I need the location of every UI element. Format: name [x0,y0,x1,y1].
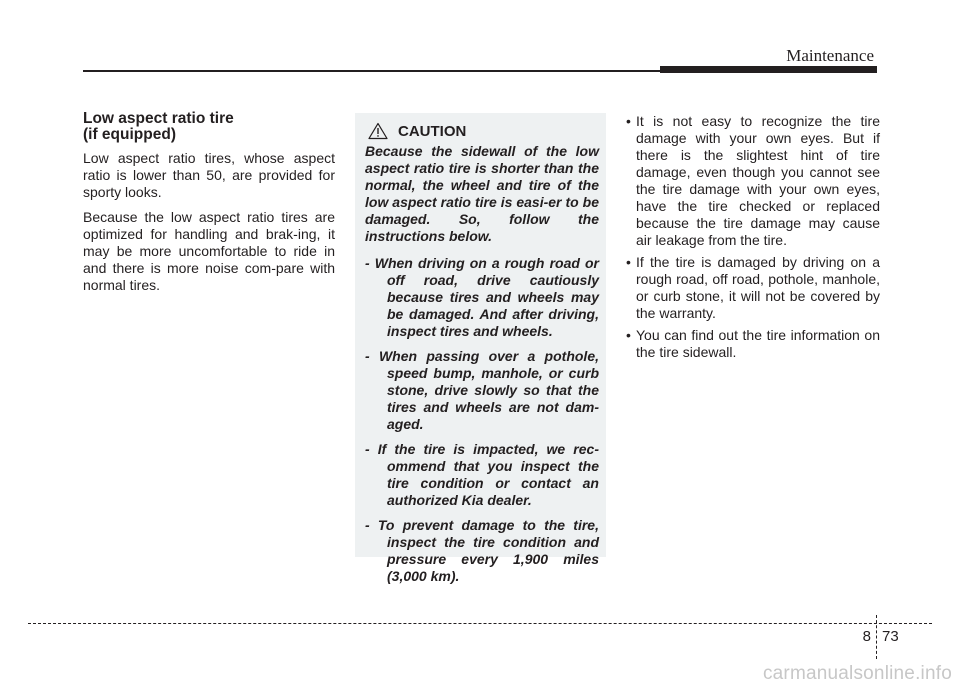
left-column [83,111,335,302]
right-column-bullets [618,113,880,366]
heading-line-2: (if equipped) [83,126,176,143]
caution-title: CAUTION [398,122,467,140]
chapter-number: 8 [862,628,871,645]
bullet-item-1: • It is not easy to recognize the tire damage with your own eyes. But if there is the slightest hint of tire damage, even though you cannot see the tire damage with your own eyes, have the tire checked or replaced because the tire damage may cause air leakage from the tire. [618,113,880,249]
caution-header [368,122,599,140]
header-rule-thin [83,70,660,72]
heading-line-1: Low aspect ratio tire [83,110,234,127]
page-number: 73 [882,628,899,645]
caution-item-3: - If the tire is impacted, we rec-ommend that you inspect the tire condition or contact an authorized Kia dealer. [365,441,599,508]
caution-intro: Because the sidewall of the low aspect ratio tire is shorter than the normal, the wheel and tire of the low aspect ratio tire is easi-er to be damaged. So, follow the instructions below. [365,143,599,244]
paragraph-1: Low aspect ratio tires, whose aspect ratio is lower than 50, are provided for sporty looks. [83,150,335,200]
header-rule-thick [660,66,877,73]
caution-box [355,113,606,584]
watermark-text: carmanualsonline.info [762,663,952,684]
caution-item-1: - When driving on a rough road or off road, drive cautiously because tires and wheels may be damaged. And after driving, inspect tires and wheels. [365,255,599,339]
caution-item-2: - When passing over a pothole, speed bump, manhole, or curb stone, drive slowly so that the tires and wheels are not dam-aged. [365,348,599,432]
caution-item-4: - To prevent damage to the tire, inspect the tire condition and pressure every 1,900 miles (3,000 km). [365,517,599,584]
bullet-item-2: • If the tire is damaged by driving on a rough road, off road, pothole, manhole, or curb stone, it will not be covered by the warranty. [618,254,880,322]
warning-triangle-icon [368,122,388,140]
footer-dashed-rule [28,623,932,624]
section-heading [83,111,335,143]
section-title: Maintenance [786,46,874,65]
paragraph-2: Because the low aspect ratio tires are optimized for handling and brak-ing, it may be more uncomfortable to ride in and there is more noise com-pare with normal tires. [83,209,335,293]
bullet-item-3: • You can find out the tire information on the tire sidewall. [618,327,880,361]
page-number-divider [876,615,877,659]
